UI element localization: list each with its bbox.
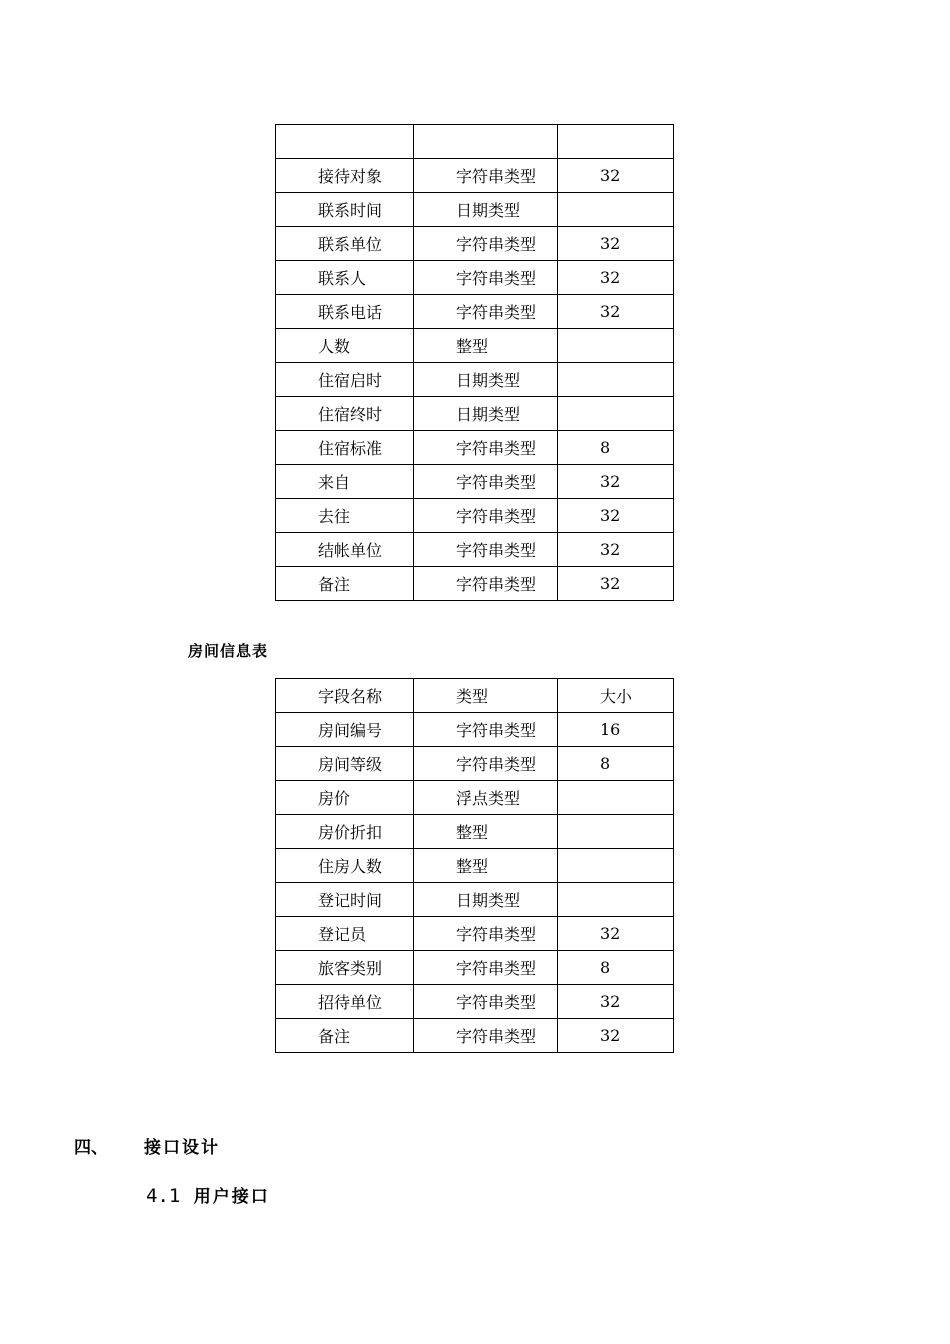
section-4-number: 四、: [74, 1138, 108, 1158]
table-cell: 字符串类型: [414, 465, 558, 499]
table-cell: 32: [558, 465, 674, 499]
table-row: [276, 849, 674, 883]
section-4-heading: [74, 1133, 220, 1158]
table-cell: 住房人数: [276, 849, 414, 883]
table-row: [276, 747, 674, 781]
table-row: [276, 781, 674, 815]
table-cell: 字符串类型: [414, 1019, 558, 1053]
table-cell: 备注: [276, 567, 414, 601]
table-cell: 类型: [414, 679, 558, 713]
table-cell: 32: [558, 533, 674, 567]
table-row: [276, 329, 674, 363]
table-row: [276, 261, 674, 295]
table-cell: 字符串类型: [414, 261, 558, 295]
table-cell: 联系单位: [276, 227, 414, 261]
section-4-title: 接口设计: [144, 1138, 220, 1158]
table-cell: 备注: [276, 1019, 414, 1053]
table-cell: 人数: [276, 329, 414, 363]
table-cell: 去往: [276, 499, 414, 533]
table-cell: [558, 125, 674, 159]
table-cell: 字符串类型: [414, 295, 558, 329]
table-cell: [558, 849, 674, 883]
table-cell: [558, 363, 674, 397]
table-cell: 登记员: [276, 917, 414, 951]
table-row: [276, 465, 674, 499]
table-row: [276, 431, 674, 465]
table-row: [276, 397, 674, 431]
table-cell: 整型: [414, 329, 558, 363]
table-cell: 日期类型: [414, 193, 558, 227]
table-row: [276, 227, 674, 261]
table-cell: 住宿标准: [276, 431, 414, 465]
table-cell: 来自: [276, 465, 414, 499]
table-cell: 32: [558, 1019, 674, 1053]
table-cell: 字符串类型: [414, 431, 558, 465]
table-row: [276, 295, 674, 329]
table2-body: [276, 679, 674, 1053]
table-cell: 8: [558, 747, 674, 781]
table-row: [276, 499, 674, 533]
table-cell: 房间编号: [276, 713, 414, 747]
table-cell: 字符串类型: [414, 499, 558, 533]
table-row: [276, 1019, 674, 1053]
table-cell: 房间等级: [276, 747, 414, 781]
table-cell: 日期类型: [414, 397, 558, 431]
table-cell: 32: [558, 295, 674, 329]
table-cell: 整型: [414, 815, 558, 849]
table-cell: 32: [558, 917, 674, 951]
table-row: [276, 125, 674, 159]
table-cell: 字符串类型: [414, 713, 558, 747]
table-row: [276, 159, 674, 193]
table-cell: 8: [558, 951, 674, 985]
table-row: [276, 533, 674, 567]
table-room-info: [275, 678, 674, 1053]
table-cell: 字符串类型: [414, 985, 558, 1019]
table-cell: 字符串类型: [414, 951, 558, 985]
table-row: [276, 363, 674, 397]
table-cell: 32: [558, 499, 674, 533]
table-cell: 字符串类型: [414, 747, 558, 781]
table-cell: 浮点类型: [414, 781, 558, 815]
table-cell: 字符串类型: [414, 567, 558, 601]
table-cell: 32: [558, 261, 674, 295]
table-cell: 日期类型: [414, 363, 558, 397]
table-cell: 联系人: [276, 261, 414, 295]
table-cell: 旅客类别: [276, 951, 414, 985]
table-cell: 联系时间: [276, 193, 414, 227]
table-cell: 32: [558, 567, 674, 601]
table-row: [276, 815, 674, 849]
section-4-1-title: 用户接口: [193, 1187, 270, 1207]
table1-body: [276, 125, 674, 601]
table-cell: [558, 781, 674, 815]
table-row: [276, 567, 674, 601]
room-info-table-caption: 房间信息表: [188, 642, 269, 660]
section-4-1-number: 4.1: [146, 1185, 181, 1207]
table-cell: 日期类型: [414, 883, 558, 917]
table-cell: 联系电话: [276, 295, 414, 329]
table-cell: 8: [558, 431, 674, 465]
table-cell: [558, 883, 674, 917]
table-cell: 字符串类型: [414, 159, 558, 193]
table-cell: 房价折扣: [276, 815, 414, 849]
table-cell: [558, 193, 674, 227]
table-cell: [414, 125, 558, 159]
table-cell: [558, 329, 674, 363]
table-cell: 登记时间: [276, 883, 414, 917]
table-cell: 房价: [276, 781, 414, 815]
table-cell: 字符串类型: [414, 917, 558, 951]
table-cell: 字符串类型: [414, 533, 558, 567]
table-cell: [558, 397, 674, 431]
table-cell: 16: [558, 713, 674, 747]
table-cell: 32: [558, 159, 674, 193]
table-cell: 接待对象: [276, 159, 414, 193]
table-continued-fields: [275, 124, 674, 601]
section-4-1-heading: [146, 1182, 270, 1207]
table-cell: 招待单位: [276, 985, 414, 1019]
table-row: [276, 883, 674, 917]
table-row: [276, 985, 674, 1019]
table-cell: 字符串类型: [414, 227, 558, 261]
table-cell: 32: [558, 227, 674, 261]
table-row: [276, 679, 674, 713]
table-row: [276, 713, 674, 747]
table-cell: [276, 125, 414, 159]
table-row: [276, 951, 674, 985]
table-cell: [558, 815, 674, 849]
table-cell: 大小: [558, 679, 674, 713]
table-cell: 结帐单位: [276, 533, 414, 567]
table-cell: 住宿终时: [276, 397, 414, 431]
table-cell: 32: [558, 985, 674, 1019]
table-row: [276, 193, 674, 227]
table-cell: 整型: [414, 849, 558, 883]
table-cell: 住宿启时: [276, 363, 414, 397]
table-cell: 字段名称: [276, 679, 414, 713]
table-row: [276, 917, 674, 951]
